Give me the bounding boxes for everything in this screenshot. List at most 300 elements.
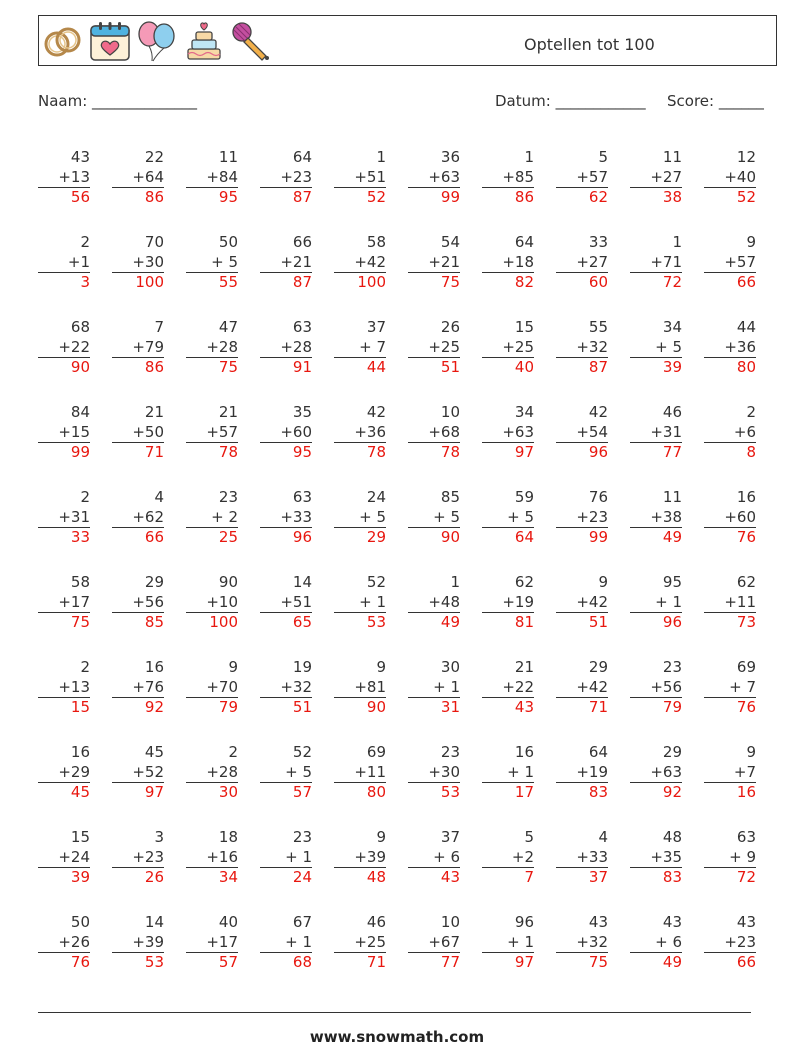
answer: 75	[70, 613, 90, 631]
addend-top: 15	[70, 828, 90, 846]
answer: 15	[70, 698, 90, 716]
answer: 86	[144, 358, 164, 376]
answer: 86	[514, 188, 534, 206]
answer: 78	[366, 443, 386, 461]
addend-bottom: +25	[482, 338, 534, 359]
addend-bottom: + 5	[186, 253, 238, 274]
addend-bottom: +84	[186, 168, 238, 189]
addend-bottom: + 5	[334, 508, 386, 529]
addend-bottom: +42	[334, 253, 386, 274]
addend-top: 16	[144, 658, 164, 676]
addition-problem	[260, 403, 312, 463]
answer: 90	[440, 528, 460, 546]
answer: 37	[588, 868, 608, 886]
addend-top: 47	[218, 318, 238, 336]
footer-site: www.snowmath.com	[309, 1028, 485, 1046]
answer: 76	[736, 698, 756, 716]
addend-bottom: +48	[408, 593, 460, 614]
calendar-heart-icon	[88, 19, 132, 63]
addend-bottom: +23	[704, 933, 756, 954]
addition-problem	[408, 658, 460, 718]
addition-problem	[334, 828, 386, 888]
addition-problem	[482, 488, 534, 548]
addition-problem	[704, 573, 756, 633]
addend-top: 44	[736, 318, 756, 336]
addend-bottom: + 1	[334, 593, 386, 614]
addend-top: 62	[736, 573, 756, 591]
answer: 49	[440, 613, 460, 631]
addition-problem	[630, 233, 682, 293]
addend-bottom: +54	[556, 423, 608, 444]
addend-bottom: +39	[334, 848, 386, 869]
addend-top: 10	[440, 913, 460, 931]
addend-top: 5	[598, 148, 608, 166]
addition-problem	[482, 233, 534, 293]
addend-bottom: +21	[408, 253, 460, 274]
microphone-icon	[229, 19, 273, 63]
addend-bottom: + 5	[260, 763, 312, 784]
addition-problem	[630, 488, 682, 548]
addend-bottom: +38	[630, 508, 682, 529]
addend-top: 16	[70, 743, 90, 761]
addend-bottom: +32	[260, 678, 312, 699]
addend-top: 21	[218, 403, 238, 421]
addition-problem	[112, 148, 164, 208]
addend-top: 37	[440, 828, 460, 846]
addend-bottom: +67	[408, 933, 460, 954]
addition-problem	[630, 913, 682, 973]
addend-top: 22	[144, 148, 164, 166]
addend-bottom: +42	[556, 678, 608, 699]
addend-bottom: +57	[704, 253, 756, 274]
addition-problem	[334, 318, 386, 378]
addend-bottom: + 1	[260, 933, 312, 954]
addend-bottom: + 1	[630, 593, 682, 614]
addend-top: 2	[80, 233, 90, 251]
answer: 75	[588, 953, 608, 971]
addition-problem	[260, 743, 312, 803]
addend-bottom: +17	[186, 933, 238, 954]
addend-top: 96	[514, 913, 534, 931]
worksheet-header	[38, 15, 777, 66]
addition-problem	[112, 573, 164, 633]
answer: 53	[144, 953, 164, 971]
addition-problem	[704, 658, 756, 718]
addend-bottom: +6	[704, 423, 756, 444]
addend-top: 12	[736, 148, 756, 166]
addend-top: 21	[514, 658, 534, 676]
addition-problem	[334, 913, 386, 973]
answer: 87	[292, 188, 312, 206]
addend-top: 85	[440, 488, 460, 506]
answer: 45	[70, 783, 90, 801]
addition-problem	[38, 658, 90, 718]
addend-bottom: +76	[112, 678, 164, 699]
wedding-cake-icon	[182, 19, 226, 63]
answer: 73	[736, 613, 756, 631]
addition-problem	[112, 318, 164, 378]
addend-bottom: +39	[112, 933, 164, 954]
addend-bottom: +81	[334, 678, 386, 699]
answer: 97	[144, 783, 164, 801]
answer: 96	[588, 443, 608, 461]
addend-top: 45	[144, 743, 164, 761]
addend-bottom: +52	[112, 763, 164, 784]
addend-top: 55	[588, 318, 608, 336]
addition-problem	[112, 233, 164, 293]
addend-bottom: +36	[334, 423, 386, 444]
answer: 100	[135, 273, 164, 291]
addend-top: 24	[366, 488, 386, 506]
addend-top: 46	[366, 913, 386, 931]
addend-bottom: +33	[260, 508, 312, 529]
addition-problem	[38, 403, 90, 463]
addend-bottom: +29	[38, 763, 90, 784]
addition-problem	[482, 318, 534, 378]
addend-top: 9	[376, 658, 386, 676]
addend-top: 35	[292, 403, 312, 421]
answer: 60	[588, 273, 608, 291]
addend-bottom: +23	[556, 508, 608, 529]
addend-top: 9	[376, 828, 386, 846]
addend-top: 46	[662, 403, 682, 421]
addition-problem	[186, 658, 238, 718]
addition-problem	[556, 828, 608, 888]
addend-bottom: +11	[334, 763, 386, 784]
addend-bottom: +33	[556, 848, 608, 869]
addend-bottom: +57	[556, 168, 608, 189]
addend-bottom: +60	[260, 423, 312, 444]
balloons-icon	[135, 19, 179, 63]
addition-problem	[630, 573, 682, 633]
addition-problem	[260, 828, 312, 888]
addend-top: 66	[292, 233, 312, 251]
addition-problem	[186, 318, 238, 378]
addend-top: 9	[598, 573, 608, 591]
addend-bottom: +11	[704, 593, 756, 614]
answer: 99	[440, 188, 460, 206]
addend-top: 2	[80, 488, 90, 506]
addition-problem	[704, 318, 756, 378]
addend-top: 3	[154, 828, 164, 846]
addition-problem	[630, 318, 682, 378]
addend-bottom: +56	[112, 593, 164, 614]
addition-problem	[260, 658, 312, 718]
addend-bottom: +27	[630, 168, 682, 189]
addition-problem	[482, 743, 534, 803]
addition-problem	[704, 148, 756, 208]
answer: 66	[736, 273, 756, 291]
addend-bottom: +63	[408, 168, 460, 189]
addition-problem	[112, 828, 164, 888]
addition-problem	[112, 488, 164, 548]
addend-top: 4	[598, 828, 608, 846]
answer: 55	[218, 273, 238, 291]
addend-top: 9	[746, 743, 756, 761]
answer: 99	[70, 443, 90, 461]
addend-bottom: +16	[186, 848, 238, 869]
answer: 90	[70, 358, 90, 376]
addend-top: 50	[70, 913, 90, 931]
addition-problem	[112, 403, 164, 463]
addend-top: 64	[588, 743, 608, 761]
addition-problem	[408, 403, 460, 463]
addend-bottom: + 1	[408, 678, 460, 699]
addend-bottom: +50	[112, 423, 164, 444]
addition-problem	[334, 743, 386, 803]
addend-bottom: +42	[556, 593, 608, 614]
addend-bottom: +31	[38, 508, 90, 529]
addition-problem	[704, 403, 756, 463]
addend-bottom: + 5	[482, 508, 534, 529]
answer: 49	[662, 953, 682, 971]
answer: 76	[70, 953, 90, 971]
addition-problem	[186, 233, 238, 293]
answer: 24	[292, 868, 312, 886]
addition-problem	[38, 233, 90, 293]
addition-problem	[408, 488, 460, 548]
answer: 97	[514, 953, 534, 971]
addition-problem	[704, 913, 756, 973]
answer: 3	[80, 273, 90, 291]
addend-bottom: +24	[38, 848, 90, 869]
addend-bottom: + 1	[482, 763, 534, 784]
addend-bottom: +17	[38, 593, 90, 614]
addend-top: 43	[662, 913, 682, 931]
answer: 83	[662, 868, 682, 886]
answer: 75	[440, 273, 460, 291]
addend-top: 21	[144, 403, 164, 421]
answer: 100	[209, 613, 238, 631]
addend-bottom: +36	[704, 338, 756, 359]
addend-bottom: +25	[334, 933, 386, 954]
addend-top: 2	[80, 658, 90, 676]
addition-problem	[556, 573, 608, 633]
addend-top: 95	[662, 573, 682, 591]
answer: 80	[366, 783, 386, 801]
answer: 68	[292, 953, 312, 971]
addend-top: 42	[588, 403, 608, 421]
answer: 80	[736, 358, 756, 376]
addend-bottom: +68	[408, 423, 460, 444]
answer: 53	[366, 613, 386, 631]
addend-bottom: +28	[260, 338, 312, 359]
addition-problem	[704, 743, 756, 803]
answer: 96	[662, 613, 682, 631]
addition-problem	[186, 743, 238, 803]
addend-bottom: +1	[38, 253, 90, 274]
addition-problem	[260, 573, 312, 633]
answer: 33	[70, 528, 90, 546]
addition-problem	[482, 403, 534, 463]
addition-problem	[334, 233, 386, 293]
addend-top: 9	[228, 658, 238, 676]
addend-top: 36	[440, 148, 460, 166]
addend-bottom: +2	[482, 848, 534, 869]
addition-problem	[186, 148, 238, 208]
addition-problem	[482, 828, 534, 888]
answer: 99	[588, 528, 608, 546]
addend-bottom: + 6	[408, 848, 460, 869]
answer: 51	[440, 358, 460, 376]
addend-top: 16	[736, 488, 756, 506]
addend-bottom: +56	[630, 678, 682, 699]
addend-bottom: +71	[630, 253, 682, 274]
addend-top: 43	[736, 913, 756, 931]
addend-top: 29	[588, 658, 608, 676]
answer: 30	[218, 783, 238, 801]
answer: 16	[736, 783, 756, 801]
answer: 57	[292, 783, 312, 801]
addend-top: 2	[746, 403, 756, 421]
addition-problem	[556, 488, 608, 548]
addend-top: 14	[144, 913, 164, 931]
addition-problem	[334, 488, 386, 548]
addend-top: 19	[292, 658, 312, 676]
addend-top: 50	[218, 233, 238, 251]
addition-problem	[408, 233, 460, 293]
answer: 90	[366, 698, 386, 716]
addend-bottom: + 6	[630, 933, 682, 954]
addition-problem	[482, 573, 534, 633]
answer: 92	[662, 783, 682, 801]
addition-problem	[334, 658, 386, 718]
addend-top: 48	[662, 828, 682, 846]
answer: 79	[218, 698, 238, 716]
addend-top: 16	[514, 743, 534, 761]
addend-bottom: +62	[112, 508, 164, 529]
addend-bottom: +23	[260, 168, 312, 189]
answer: 75	[218, 358, 238, 376]
addition-problem	[186, 828, 238, 888]
addend-top: 4	[154, 488, 164, 506]
date-field-label: Datum: ____________	[495, 92, 646, 110]
answer: 66	[736, 953, 756, 971]
answer: 31	[440, 698, 460, 716]
addition-problem	[482, 658, 534, 718]
addition-problem	[38, 318, 90, 378]
answer: 81	[514, 613, 534, 631]
answer: 79	[662, 698, 682, 716]
addend-top: 34	[514, 403, 534, 421]
addition-problem	[408, 573, 460, 633]
addition-problem	[630, 148, 682, 208]
answer: 64	[514, 528, 534, 546]
addend-bottom: +28	[186, 763, 238, 784]
addend-top: 63	[292, 488, 312, 506]
addend-top: 1	[376, 148, 386, 166]
addition-problem	[38, 148, 90, 208]
addition-problem	[704, 488, 756, 548]
addition-problem	[260, 233, 312, 293]
addition-problem	[630, 403, 682, 463]
addend-top: 52	[366, 573, 386, 591]
addend-bottom: + 1	[482, 933, 534, 954]
header-icons	[41, 19, 273, 63]
addend-top: 14	[292, 573, 312, 591]
addend-top: 11	[662, 148, 682, 166]
addend-bottom: + 5	[630, 338, 682, 359]
answer: 66	[144, 528, 164, 546]
addend-top: 63	[292, 318, 312, 336]
addend-bottom: +19	[556, 763, 608, 784]
addition-problem	[38, 828, 90, 888]
footer-divider	[38, 1012, 751, 1013]
addend-bottom: +13	[38, 678, 90, 699]
answer: 43	[440, 868, 460, 886]
addend-bottom: +27	[556, 253, 608, 274]
answer: 95	[292, 443, 312, 461]
answer: 71	[366, 953, 386, 971]
addend-bottom: + 9	[704, 848, 756, 869]
addend-top: 76	[588, 488, 608, 506]
addend-top: 23	[662, 658, 682, 676]
addend-bottom: +32	[556, 338, 608, 359]
addend-bottom: +7	[704, 763, 756, 784]
addition-problem	[556, 233, 608, 293]
answer: 40	[514, 358, 534, 376]
addition-problem	[556, 403, 608, 463]
addend-top: 69	[736, 658, 756, 676]
addition-problem	[556, 318, 608, 378]
addend-bottom: +10	[186, 593, 238, 614]
addend-top: 23	[292, 828, 312, 846]
addition-problem	[556, 743, 608, 803]
answer: 7	[524, 868, 534, 886]
addition-problem	[112, 658, 164, 718]
addend-top: 59	[514, 488, 534, 506]
addition-problem	[38, 743, 90, 803]
addend-bottom: + 7	[334, 338, 386, 359]
answer: 76	[736, 528, 756, 546]
answer: 77	[662, 443, 682, 461]
addend-top: 67	[292, 913, 312, 931]
addition-problem	[334, 573, 386, 633]
addend-bottom: +18	[482, 253, 534, 274]
addend-top: 37	[366, 318, 386, 336]
addition-problem	[260, 913, 312, 973]
addend-bottom: +22	[482, 678, 534, 699]
answer: 57	[218, 953, 238, 971]
addend-bottom: +19	[482, 593, 534, 614]
answer: 97	[514, 443, 534, 461]
addend-bottom: +57	[186, 423, 238, 444]
answer: 72	[662, 273, 682, 291]
answer: 95	[218, 188, 238, 206]
name-field-label: Naam: ______________	[38, 92, 198, 110]
answer: 51	[292, 698, 312, 716]
answer: 65	[292, 613, 312, 631]
addition-problem	[630, 743, 682, 803]
answer: 39	[70, 868, 90, 886]
answer: 8	[746, 443, 756, 461]
addition-problem	[186, 403, 238, 463]
addition-problem	[186, 573, 238, 633]
addend-top: 23	[218, 488, 238, 506]
addition-problem	[408, 318, 460, 378]
answer: 71	[588, 698, 608, 716]
answer: 34	[218, 868, 238, 886]
addend-bottom: +25	[408, 338, 460, 359]
addend-bottom: +51	[260, 593, 312, 614]
answer: 82	[514, 273, 534, 291]
addend-top: 64	[514, 233, 534, 251]
answer: 100	[357, 273, 386, 291]
answer: 17	[514, 783, 534, 801]
addend-top: 11	[662, 488, 682, 506]
addition-problem	[260, 488, 312, 548]
addend-bottom: +23	[112, 848, 164, 869]
